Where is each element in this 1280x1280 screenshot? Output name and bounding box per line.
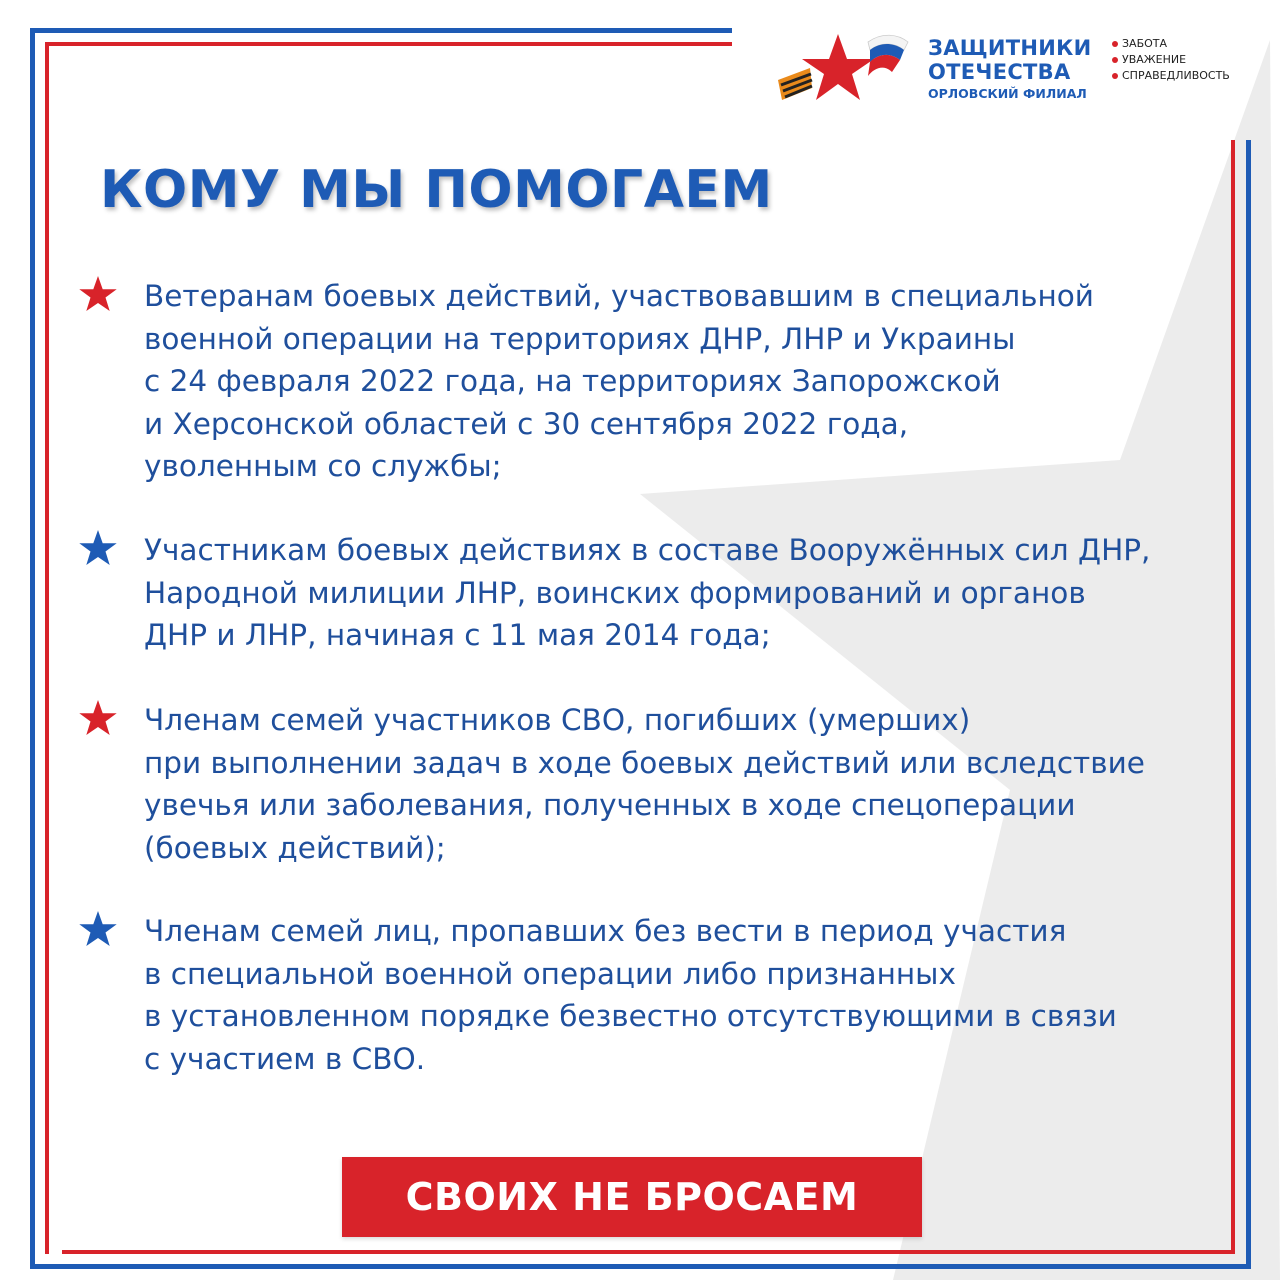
logo-value-item: УВАЖЕНИЕ [1112, 52, 1230, 68]
page-title: КОМУ МЫ ПОМОГАЕМ [100, 160, 773, 220]
list-item-text: Членам семей участников СВО, погибших (умерших) при выполнении задач в ходе боевых действий или вследствие увечья или заболевания, полученных в ходе спецоперации (боевых действий); [144, 703, 1145, 865]
logo-value-item: ЗАБОТА [1112, 36, 1230, 52]
logo-title-line1: ЗАЩИТНИКИ [928, 36, 1092, 60]
logo-value-item: СПРАВЕДЛИВОСТЬ [1112, 68, 1230, 84]
blue-star-icon [78, 529, 118, 569]
star-ribbon-emblem-icon [770, 28, 920, 108]
blue-star-icon [78, 910, 118, 950]
logo-title [928, 36, 1092, 84]
slogan-label: СВОИХ НЕ БРОСАЕМ [405, 1175, 859, 1219]
organization-logo [770, 28, 1270, 108]
logo-subtitle: ОРЛОВСКИЙ ФИЛИАЛ [928, 86, 1087, 101]
logo-title-line2: ОТЕЧЕСТВА [928, 60, 1071, 84]
slogan-banner [342, 1157, 922, 1237]
list-item-text: Ветеранам боевых действий, участвовавшим в специальной военной операции на территориях ДНР, ЛНР и Украины с 24 февраля 2022 года, на территориях Запорожской и Херсонской областей с 30 сентября 2022 года, уволенным со службы; [144, 279, 1094, 483]
red-star-icon [78, 699, 118, 739]
logo-values-list [1112, 36, 1230, 84]
list-item-text: Членам семей лиц, пропавших без вести в период участия в специальной военной операции либо признанных в установленном порядке безвестно отсутствующими в связи с участием в СВО. [144, 914, 1117, 1076]
red-star-icon [78, 275, 118, 315]
list-item-text: Участникам боевых действиях в составе Вооружённых сил ДНР, Народной милиции ЛНР, воинских формирований и органов ДНР и ЛНР, начиная с 11 мая 2014 года; [144, 533, 1151, 652]
